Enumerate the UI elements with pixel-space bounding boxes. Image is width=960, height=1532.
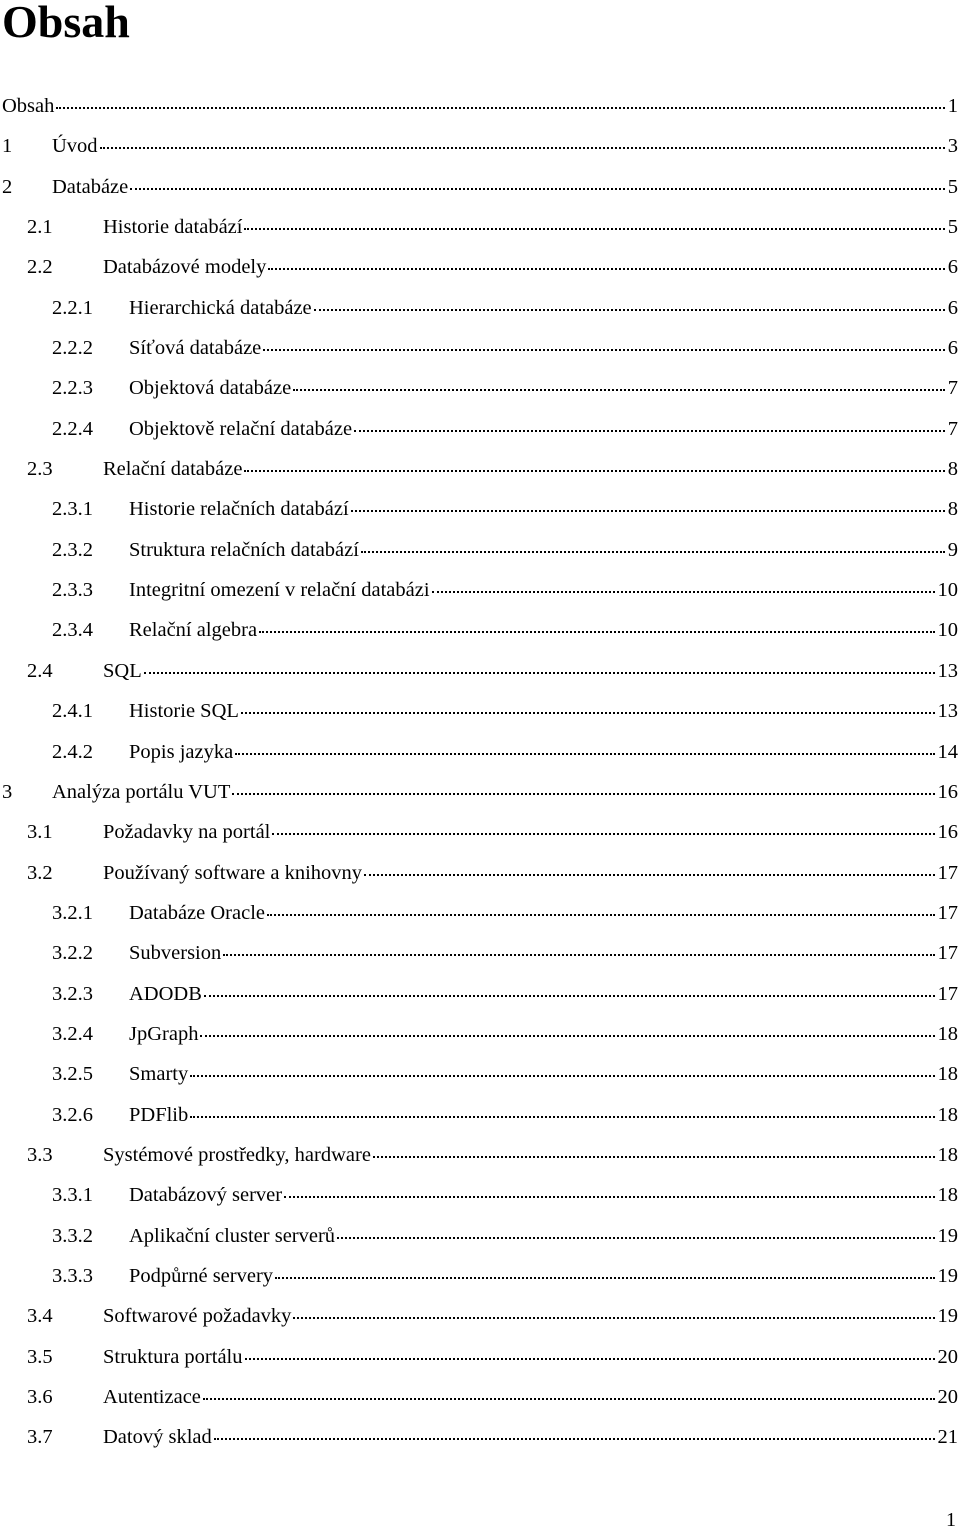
toc-entry-page[interactable]: 6 [947,256,958,279]
toc-entry-page[interactable]: 9 [947,538,958,561]
toc-entry-title[interactable]: Relační databáze [103,458,243,481]
toc-entry-page[interactable]: 18 [937,1063,958,1086]
toc-entry-page[interactable]: 18 [937,1022,958,1045]
dot-leader [268,266,944,270]
toc-entry-page[interactable]: 6 [947,337,958,360]
toc-entry-page[interactable]: 19 [937,1305,958,1328]
toc-entry[interactable] [0,126,958,166]
dot-leader [364,872,934,876]
toc-entry[interactable] [0,974,958,1014]
toc-entry-number: 2.3.3 [52,579,93,602]
dot-leader [275,1275,934,1279]
toc-entry-page[interactable]: 20 [937,1386,958,1408]
dot-leader [245,1356,935,1360]
toc-entry[interactable] [0,812,958,852]
dot-leader [284,1194,934,1198]
toc-entry[interactable] [0,409,958,449]
toc-entry[interactable] [0,1296,958,1336]
toc-entry-number: 2.3.1 [52,498,93,521]
dot-leader [354,428,945,432]
toc-entry[interactable] [0,328,958,368]
toc-entry-number: 1 [2,135,13,158]
toc-entry-number: 3 [2,780,13,803]
dot-leader [293,387,945,391]
toc-entry[interactable] [0,489,958,529]
dot-leader [190,1114,934,1118]
toc-entry-page[interactable]: 8 [947,458,958,481]
toc-entry-number: 3.5 [27,1345,53,1368]
toc-entry-page[interactable]: 5 [947,175,958,198]
toc-entry-title[interactable]: Smarty [129,1063,189,1086]
toc-entry-title[interactable]: JpGraph [129,1022,199,1045]
toc-entry[interactable] [0,1095,958,1135]
toc-entry-number: 3.2.3 [52,982,93,1005]
toc-entry-title[interactable]: Popis jazyka [129,740,234,763]
toc-entry[interactable] [0,570,958,610]
toc-entry-page[interactable]: 13 [937,700,958,723]
toc-entry-title[interactable]: Databázové modely [103,256,267,279]
dot-leader [373,1154,935,1158]
toc-entry-title[interactable]: Obsah [2,95,55,117]
dot-leader [293,1315,934,1319]
dot-leader [214,1436,935,1440]
toc-entry[interactable] [0,893,958,933]
dot-leader [337,1235,934,1239]
toc-entry-page[interactable]: 17 [937,901,958,924]
toc-entry[interactable] [0,1014,958,1054]
dot-leader [200,1033,934,1037]
dot-leader [244,226,944,230]
toc-entry[interactable] [0,288,958,328]
toc-entry-number: 2.2.4 [52,417,93,440]
dot-leader [241,710,935,714]
dot-leader [130,186,945,190]
toc-entry-number: 3.2 [27,861,53,884]
toc-entry-page[interactable]: 16 [937,821,958,844]
toc-entry-title[interactable]: Používaný software a knihovny [103,861,363,884]
toc-entry[interactable] [0,691,958,731]
toc-entry-number: 3.2.2 [52,942,93,965]
toc-entry-page[interactable]: 18 [937,1143,958,1166]
dot-leader [314,307,945,311]
dot-leader [100,145,945,149]
toc-entry-title[interactable]: Síťová databáze [129,337,262,360]
page-heading: Obsah [2,0,130,47]
toc-entry-title[interactable]: Úvod [52,135,98,158]
toc-entry-title[interactable]: PDFlib [129,1103,189,1126]
toc-entry-page[interactable]: 16 [937,780,958,803]
toc-entry-page[interactable]: 18 [937,1103,958,1126]
toc-entry[interactable] [0,167,958,207]
toc-entry-page[interactable]: 6 [947,296,958,319]
toc-entry-page[interactable]: 19 [937,1224,958,1247]
toc-entry-title[interactable]: Hierarchická databáze [129,296,312,319]
toc-entry[interactable] [0,1135,958,1175]
dot-leader [361,549,945,553]
toc-entry-number: 2.1 [27,216,53,239]
toc-entry-title[interactable]: Objektově relační databáze [129,417,353,440]
toc-entry-title[interactable]: Požadavky na portál [103,821,271,844]
toc-entry-page[interactable]: 10 [937,579,958,602]
toc-entry[interactable] [0,853,958,893]
toc-entry[interactable] [0,732,958,772]
toc-entry-number: 2.2.1 [52,296,93,319]
toc-entry-number: 3.3.2 [52,1224,93,1247]
toc-entry[interactable] [0,1054,958,1094]
toc-entry-title[interactable]: Databáze Oracle [129,901,265,924]
toc-entry-number: 2.2 [27,256,53,279]
toc-entry-page[interactable]: 8 [947,498,958,521]
toc-entry-title[interactable]: Subversion [129,942,222,965]
toc-entry[interactable] [0,449,958,489]
toc-entry[interactable] [0,207,958,247]
toc-entry[interactable] [0,651,958,691]
toc-entry-page[interactable]: 17 [937,861,958,884]
toc-entry-number: 3.6 [27,1386,53,1408]
toc-entry-number: 2.4 [27,659,53,682]
toc-entry-title[interactable]: Struktura relačních databází [129,538,359,561]
toc-entry-number: 3.4 [27,1305,53,1328]
toc-entry-title[interactable]: Historie SQL [129,700,239,723]
toc-entry-number: 2.4.1 [52,700,93,723]
toc-entry[interactable] [0,933,958,973]
toc-entry-title[interactable]: Analýza portálu VUT [52,780,231,803]
toc-entry[interactable] [0,1337,958,1377]
toc-entry-number: 2.2.2 [52,337,93,360]
dot-leader [223,952,934,956]
toc-entry-title[interactable]: Objektová databáze [129,377,292,400]
dot-leader [263,347,944,351]
toc-entry-title[interactable]: Relační algebra [129,619,258,642]
toc-entry-page[interactable]: 19 [937,1264,958,1287]
toc-entry-page[interactable]: 7 [947,417,958,440]
toc-entry[interactable] [0,1256,958,1296]
toc-entry-page[interactable]: 18 [937,1184,958,1207]
toc-entry-title[interactable]: Historie databází [103,216,243,239]
dot-leader [259,629,934,633]
toc-entry-number: 3.2.1 [52,901,93,924]
toc-entry-number: 3.3.3 [52,1264,93,1287]
toc-entry-title[interactable]: Historie relačních databází [129,498,349,521]
dot-leader [244,468,944,472]
toc-entry-title[interactable]: Datový sklad [103,1426,212,1449]
toc-entry-title[interactable]: Systémové prostředky, hardware [103,1143,371,1166]
toc-entry-number: 3.2.4 [52,1022,93,1045]
toc-entry-page[interactable]: 20 [937,1345,958,1368]
toc-entry-title[interactable]: Softwarové požadavky [103,1305,292,1328]
toc-entry-page[interactable]: 1 [947,95,958,117]
dot-leader [235,751,934,755]
dot-leader [351,508,945,512]
toc-entry-number: 2.2.3 [52,377,93,400]
table-of-contents [0,86,958,1458]
toc-entry-number: 3.2.5 [52,1063,93,1086]
toc-entry-title[interactable]: SQL [103,659,142,682]
toc-entry[interactable] [0,1216,958,1256]
toc-entry-page[interactable]: 3 [947,135,958,158]
dot-leader [272,831,934,835]
toc-entry-number: 2.3.4 [52,619,93,642]
dot-leader [190,1073,934,1077]
dot-leader [56,105,944,109]
toc-entry-page[interactable]: 17 [937,982,958,1005]
dot-leader [144,670,935,674]
toc-entry[interactable] [0,530,958,570]
toc-entry-page[interactable]: 13 [937,659,958,682]
toc-entry-number: 3.3.1 [52,1184,93,1207]
dot-leader [432,589,935,593]
dot-leader [204,993,935,997]
toc-entry-title[interactable]: ADODB [129,982,202,1005]
dot-leader [203,1396,935,1400]
toc-entry-title[interactable]: Integritní omezení v relační databázi [129,579,430,602]
dot-leader [267,912,935,916]
toc-entry-number: 2 [2,175,13,198]
toc-entry-title[interactable]: Databázový server [129,1184,283,1207]
toc-entry-page[interactable]: 14 [937,740,958,763]
toc-entry[interactable] [0,1175,958,1215]
toc-entry-title[interactable]: Aplikační cluster serverů [129,1224,336,1247]
toc-entry-number: 3.1 [27,821,53,844]
toc-entry-title[interactable]: Podpůrné servery [129,1264,274,1287]
toc-entry-number: 3.3 [27,1143,53,1166]
toc-entry[interactable] [0,247,958,287]
toc-entry-page[interactable]: 17 [937,942,958,965]
page-number: 1 [946,1509,956,1531]
toc-entry-page[interactable]: 7 [947,377,958,400]
toc-entry-number: 3.7 [27,1426,53,1449]
toc-entry[interactable] [0,1417,958,1457]
toc-entry-title[interactable]: Databáze [52,175,129,198]
toc-entry-page[interactable]: 21 [937,1426,958,1449]
toc-entry[interactable] [0,86,958,126]
toc-entry-page[interactable]: 10 [937,619,958,642]
dot-leader [232,791,934,795]
toc-entry-number: 2.4.2 [52,740,93,763]
toc-entry-page[interactable]: 5 [947,216,958,239]
toc-entry[interactable] [0,368,958,408]
toc-entry-number: 3.2.6 [52,1103,93,1126]
toc-entry[interactable] [0,1377,958,1417]
toc-entry-title[interactable]: Autentizace [103,1386,201,1408]
toc-entry-title[interactable]: Struktura portálu [103,1345,243,1368]
toc-entry-number: 2.3.2 [52,538,93,561]
toc-entry[interactable] [0,610,958,650]
toc-entry[interactable] [0,772,958,812]
toc-entry-number: 2.3 [27,458,53,481]
